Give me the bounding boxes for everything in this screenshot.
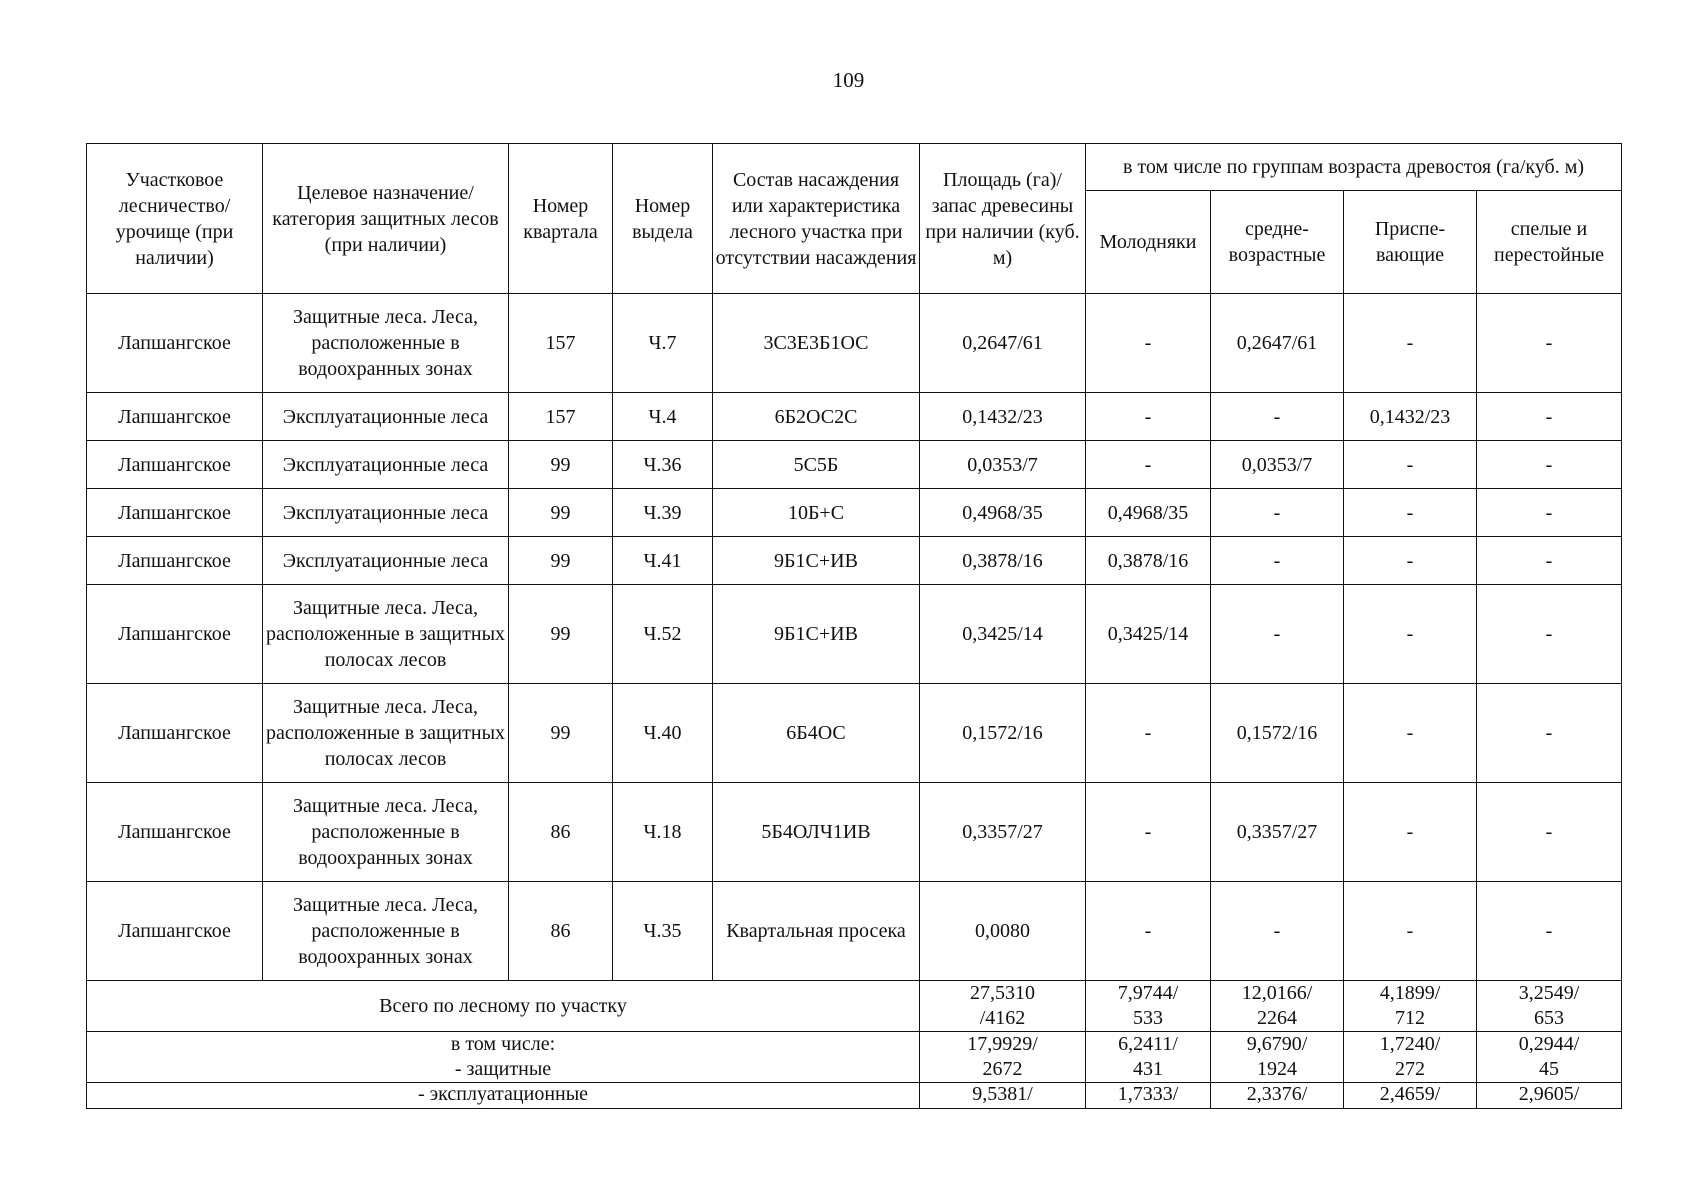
totals-young [1086, 981, 1211, 1032]
cell-section: Ч.18 [613, 783, 713, 882]
value-line: 45 [1539, 1058, 1560, 1080]
cell-area: 0,1572/16 [920, 684, 1086, 783]
value-line: 533 [1133, 1007, 1163, 1029]
operational-area: 9,5381/ [920, 1083, 1086, 1109]
cell-mature: - [1477, 441, 1622, 489]
value-line: 2264 [1257, 1007, 1297, 1029]
cell-composition: 6Б4ОС [713, 684, 920, 783]
cell-young: 0,3878/16 [1086, 537, 1211, 585]
table-row [87, 441, 1622, 489]
value-line: 431 [1133, 1058, 1163, 1080]
value-line: 1924 [1257, 1058, 1297, 1080]
cell-mature: - [1477, 882, 1622, 981]
cell-young: - [1086, 393, 1211, 441]
cell-quarter: 157 [509, 393, 613, 441]
cell-district: Лапшангское [87, 684, 263, 783]
protective-area [920, 1032, 1086, 1083]
cell-area: 0,3425/14 [920, 585, 1086, 684]
header-section: Номер выдела [613, 144, 713, 294]
cell-composition: Квартальная просека [713, 882, 920, 981]
cell-composition: 10Б+С [713, 489, 920, 537]
cell-young: 0,4968/35 [1086, 489, 1211, 537]
forest-table [86, 143, 1622, 1109]
cell-district: Лапшангское [87, 882, 263, 981]
cell-mature: - [1477, 783, 1622, 882]
cell-premature: - [1344, 882, 1477, 981]
cell-quarter: 86 [509, 882, 613, 981]
cell-mature: - [1477, 537, 1622, 585]
cell-area: 0,3878/16 [920, 537, 1086, 585]
value-line: 12,0166/ [1241, 982, 1313, 1004]
label-line: - защитные [454, 1058, 552, 1080]
cell-district: Лапшангское [87, 537, 263, 585]
value-line: 17,9929/ [967, 1033, 1038, 1055]
operational-label: - эксплуатационные [87, 1083, 920, 1109]
table-row [87, 294, 1622, 393]
protective-young [1086, 1032, 1211, 1083]
cell-area: 0,1432/23 [920, 393, 1086, 441]
value-line: 2672 [982, 1058, 1023, 1080]
header-purpose: Целевое назначение/ категория защитных лесов (при наличии) [263, 144, 509, 294]
operational-middle: 2,3376/ [1211, 1083, 1344, 1109]
totals-label: Всего по лесному по участку [87, 981, 920, 1032]
cell-district: Лапшангское [87, 393, 263, 441]
totals-premature [1344, 981, 1477, 1032]
cell-young: - [1086, 294, 1211, 393]
header-district: Участковое лесничество/ урочище (при наличии) [87, 144, 263, 294]
cell-premature: - [1344, 684, 1477, 783]
table-row [87, 684, 1622, 783]
cell-premature: - [1344, 783, 1477, 882]
cell-middle: 0,1572/16 [1211, 684, 1344, 783]
totals-mature [1477, 981, 1622, 1032]
totals-area [920, 981, 1086, 1032]
cell-middle: 0,0353/7 [1211, 441, 1344, 489]
value-line: 272 [1395, 1058, 1425, 1080]
cell-young: - [1086, 783, 1211, 882]
protective-mature [1477, 1032, 1622, 1083]
cell-middle: - [1211, 537, 1344, 585]
cell-composition: 9Б1С+ИВ [713, 585, 920, 684]
value-line: 0,2944/ [1518, 1033, 1580, 1055]
table-row [87, 537, 1622, 585]
cell-purpose: Эксплуатационные леса [263, 537, 509, 585]
cell-mature: - [1477, 684, 1622, 783]
cell-district: Лапшангское [87, 489, 263, 537]
operational-young: 1,7333/ [1086, 1083, 1211, 1109]
value-line: 27,5310 [970, 982, 1035, 1004]
protective-row [87, 1032, 1622, 1083]
header-area: Площадь (га)/ запас древесины при наличии (куб. м) [920, 144, 1086, 294]
cell-district: Лапшангское [87, 585, 263, 684]
protective-middle [1211, 1032, 1344, 1083]
protective-premature [1344, 1032, 1477, 1083]
cell-premature: - [1344, 537, 1477, 585]
value-line: 9,6790/ [1246, 1033, 1308, 1055]
cell-purpose: Защитные леса. Леса, расположенные в водоохранных зонах [263, 783, 509, 882]
cell-area: 0,0353/7 [920, 441, 1086, 489]
operational-mature: 2,9605/ [1477, 1083, 1622, 1109]
cell-section: Ч.41 [613, 537, 713, 585]
value-line: 653 [1534, 1007, 1565, 1029]
cell-middle: - [1211, 882, 1344, 981]
cell-quarter: 99 [509, 489, 613, 537]
cell-mature: - [1477, 585, 1622, 684]
value-line: 712 [1395, 1007, 1425, 1029]
cell-area: 0,3357/27 [920, 783, 1086, 882]
cell-section: Ч.36 [613, 441, 713, 489]
cell-young: 0,3425/14 [1086, 585, 1211, 684]
header-quarter: Номер квартала [509, 144, 613, 294]
cell-quarter: 99 [509, 441, 613, 489]
value-line: 6,2411/ [1118, 1033, 1178, 1055]
cell-composition: 9Б1С+ИВ [713, 537, 920, 585]
cell-district: Лапшангское [87, 783, 263, 882]
cell-section: Ч.39 [613, 489, 713, 537]
cell-composition: 5Б4ОЛЧ1ИВ [713, 783, 920, 882]
cell-middle: - [1211, 489, 1344, 537]
cell-composition: 6Б2ОС2С [713, 393, 920, 441]
cell-quarter: 157 [509, 294, 613, 393]
cell-district: Лапшангское [87, 294, 263, 393]
cell-middle: 0,2647/61 [1211, 294, 1344, 393]
cell-premature: - [1344, 441, 1477, 489]
value-line: 3,2549/ [1518, 982, 1580, 1004]
header-middle: средне-возрастные [1211, 191, 1344, 294]
cell-quarter: 99 [509, 684, 613, 783]
cell-mature: - [1477, 294, 1622, 393]
cell-quarter: 99 [509, 585, 613, 684]
cell-section: Ч.4 [613, 393, 713, 441]
protective-label [87, 1032, 920, 1083]
header-composition: Состав насаждения или характеристика лесного участка при отсутствии насаждения [713, 144, 920, 294]
cell-premature: - [1344, 489, 1477, 537]
header-age-groups: в том числе по группам возраста древостоя (га/куб. м) [1086, 144, 1622, 191]
cell-area: 0,4968/35 [920, 489, 1086, 537]
cell-purpose: Защитные леса. Леса, расположенные в водоохранных зонах [263, 882, 509, 981]
cell-middle: - [1211, 393, 1344, 441]
cell-section: Ч.40 [613, 684, 713, 783]
cell-section: Ч.35 [613, 882, 713, 981]
cell-middle: - [1211, 585, 1344, 684]
cell-young: - [1086, 684, 1211, 783]
cell-purpose: Эксплуатационные леса [263, 489, 509, 537]
value-line: 4,1899/ [1379, 982, 1441, 1004]
cell-mature: - [1477, 489, 1622, 537]
cell-young: - [1086, 882, 1211, 981]
page-number: 109 [832, 68, 865, 92]
value-line: 7,9744/ [1117, 982, 1179, 1004]
value-line: 1,7240/ [1379, 1033, 1441, 1055]
table-row [87, 489, 1622, 537]
header-premature: Приспе-вающие [1344, 191, 1477, 294]
cell-area: 0,2647/61 [920, 294, 1086, 393]
cell-mature: - [1477, 393, 1622, 441]
label-line: в том числе: [450, 1033, 556, 1055]
cell-purpose: Защитные леса. Леса, расположенные в защитных полосах лесов [263, 684, 509, 783]
header-mature: спелые и перестойные [1477, 191, 1622, 294]
cell-purpose: Эксплуатационные леса [263, 393, 509, 441]
cell-premature: - [1344, 585, 1477, 684]
cell-section: Ч.52 [613, 585, 713, 684]
cell-young: - [1086, 441, 1211, 489]
header-young: Молодняки [1086, 191, 1211, 294]
cell-purpose: Защитные леса. Леса, расположенные в водоохранных зонах [263, 294, 509, 393]
cell-purpose: Эксплуатационные леса [263, 441, 509, 489]
cell-area: 0,0080 [920, 882, 1086, 981]
cell-premature: 0,1432/23 [1344, 393, 1477, 441]
cell-section: Ч.7 [613, 294, 713, 393]
cell-quarter: 99 [509, 537, 613, 585]
operational-premature: 2,4659/ [1344, 1083, 1477, 1109]
totals-row [87, 981, 1622, 1032]
cell-quarter: 86 [509, 783, 613, 882]
cell-purpose: Защитные леса. Леса, расположенные в защитных полосах лесов [263, 585, 509, 684]
cell-district: Лапшангское [87, 441, 263, 489]
totals-middle [1211, 981, 1344, 1032]
cell-composition: 5С5Б [713, 441, 920, 489]
cell-premature: - [1344, 294, 1477, 393]
cell-composition: 3С3Е3Б1ОС [713, 294, 920, 393]
table-row [87, 585, 1622, 684]
operational-row [87, 1083, 1622, 1109]
value-line: /4162 [979, 1007, 1026, 1029]
table-row [87, 882, 1622, 981]
cell-middle: 0,3357/27 [1211, 783, 1344, 882]
table-row [87, 393, 1622, 441]
table-row [87, 783, 1622, 882]
